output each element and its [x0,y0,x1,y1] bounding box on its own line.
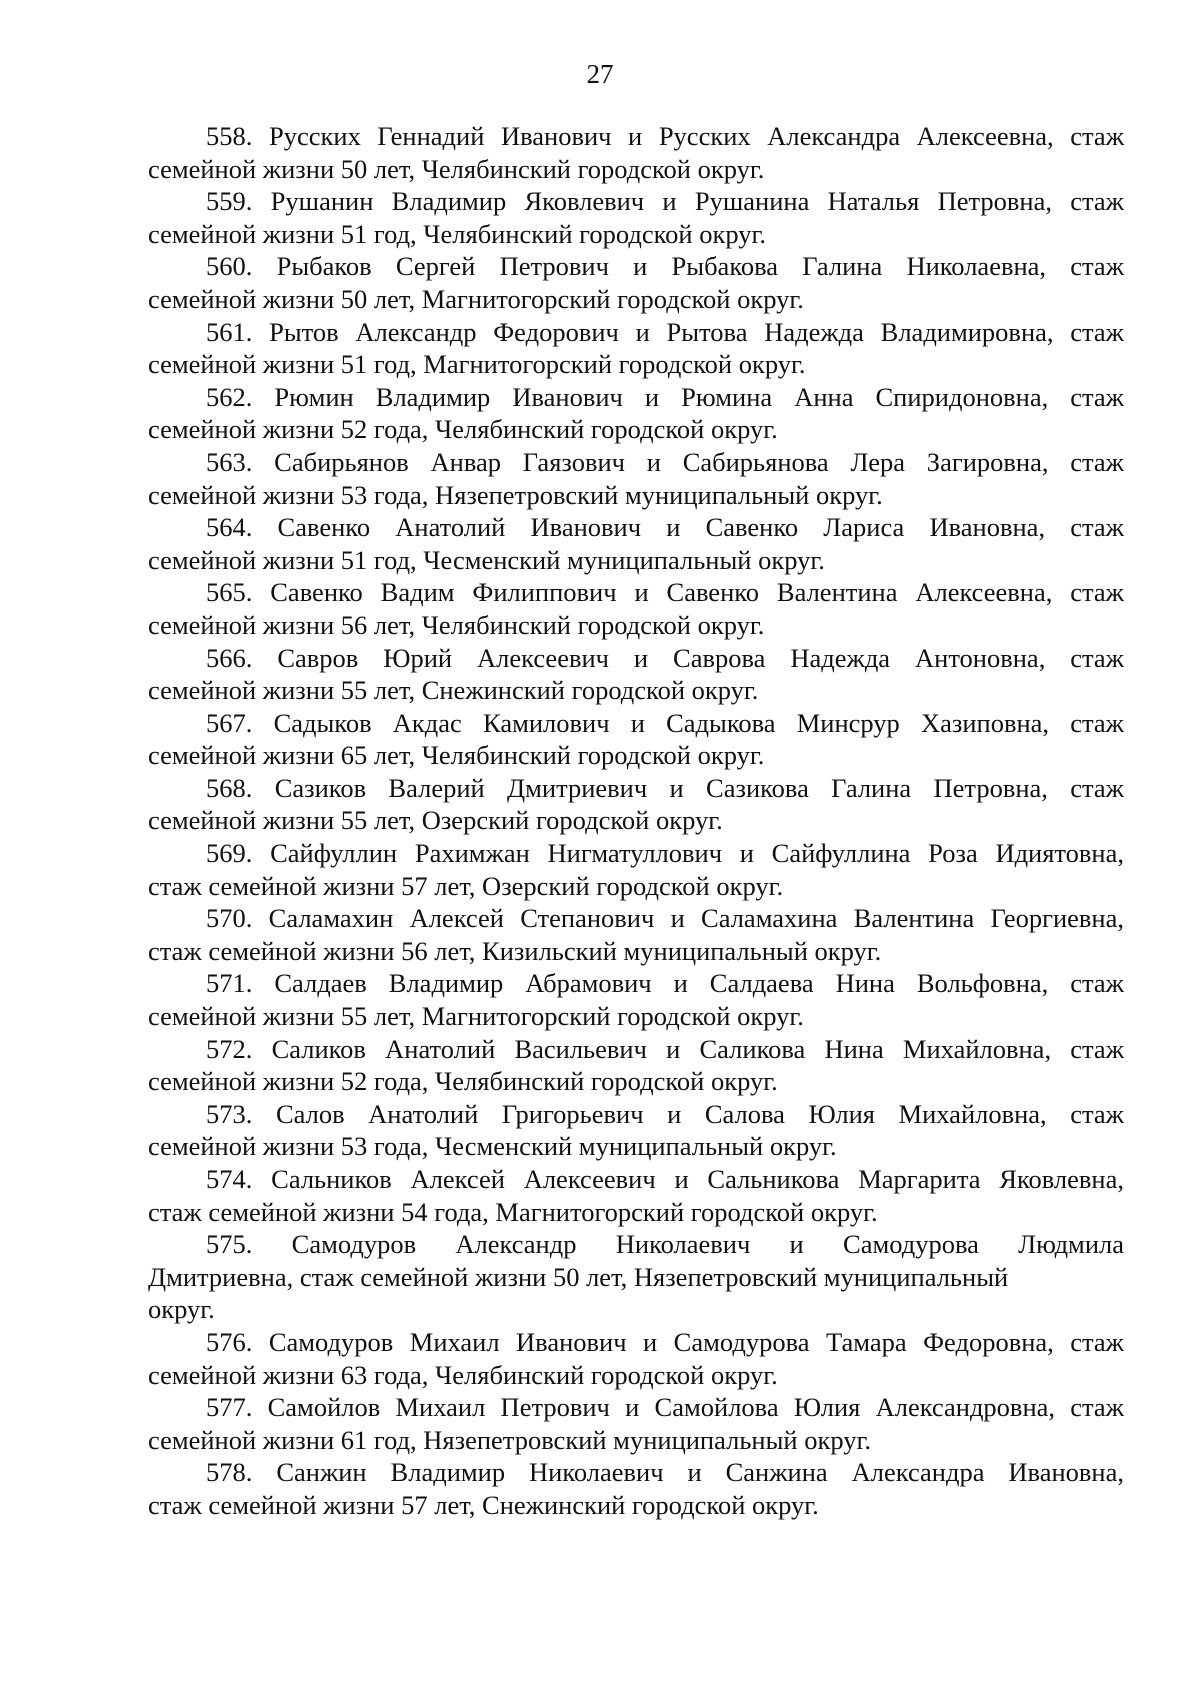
entry-line-2: стаж семейной жизни 57 лет, Озерский городской округ. [148,870,784,901]
list-item [148,642,1124,707]
list-item [148,967,1124,1032]
list-item [148,772,1124,837]
list-item [148,1456,1124,1521]
list-item [148,250,1124,315]
entry-line-1: 574. Сальников Алексей Алексеевич и Сальникова Маргарита Яковлевна, [206,1164,1124,1194]
entry-line-2: стаж семейной жизни 57 лет, Снежинский городской округ. [148,1489,819,1520]
entry-line-1: 569. Сайфуллин Рахимжан Нигматуллович и Сайфуллина Роза Идиятовна, [206,838,1124,869]
entry-line-1: 563. Сабирьянов Анвар Гаязович и Сабирьянова Лера Загировна, стаж [206,446,1124,477]
entry-line-1: 567. Садыков Акдас Камилович и Садыкова Минсрур Хазиповна, стаж [206,707,1124,738]
entry-line-2: семейной жизни 51 год, Челябинский городской округ. [148,218,766,249]
entry-line-2: стаж семейной жизни 54 года, Магнитогорский городской округ. [148,1196,878,1227]
entry-line-1: 570. Саламахин Алексей Степанович и Саламахина Валентина Георгиевна, [206,903,1124,934]
list-item [148,1391,1124,1456]
entry-line-2: семейной жизни 65 лет, Челябинский городской округ. [148,740,765,771]
list-item [148,707,1124,772]
list-item [148,576,1124,641]
entry-line-1: 577. Самойлов Михаил Петрович и Самойлова Юлия Александровна, стаж [206,1392,1124,1423]
entry-line-2: семейной жизни 63 года, Челябинский городской округ. [148,1359,778,1390]
entry-line-2: семейной жизни 50 лет, Магнитогорский городской округ. [148,283,804,314]
entry-line-1: 564. Савенко Анатолий Иванович и Савенко Лариса Ивановна, стаж [206,512,1124,543]
entry-line-2: семейной жизни 56 лет, Челябинский городской округ. [148,609,765,640]
entry-line-2: семейной жизни 51 год, Магнитогорский городской округ. [148,349,806,380]
entry-line-1: 575. Самодуров Александр Николаевич и Самодурова Людмила [206,1229,1124,1260]
list-item [148,1326,1124,1391]
entry-line-1: 558. Русских Геннадий Иванович и Русских Александра Алексеевна, стаж [206,121,1124,151]
entry-line-1: 568. Сазиков Валерий Дмитриевич и Сазикова Галина Петровна, стаж [206,772,1124,803]
entry-line-2: семейной жизни 50 лет, Челябинский городской округ. [148,153,765,184]
list-item [148,185,1124,250]
list-item [148,1228,1124,1326]
list-item [148,316,1124,381]
page-number: 27 [586,59,614,89]
list-item [148,1098,1124,1163]
entry-line-2: семейной жизни 55 лет, Магнитогорский городской округ. [148,1001,804,1032]
list-item [148,446,1124,511]
list-item [148,837,1124,902]
entry-line-1: 578. Санжин Владимир Николаевич и Санжина Александра Ивановна, [206,1457,1124,1488]
entry-line-1: 576. Самодуров Михаил Иванович и Самодурова Тамара Федоровна, стаж [206,1326,1124,1357]
entry-line-2: стаж семейной жизни 56 лет, Кизильский муниципальный округ. [148,935,882,966]
entry-line-1: 560. Рыбаков Сергей Петрович и Рыбакова Галина Николаевна, стаж [206,251,1124,282]
entry-line-1: 559. Рушанин Владимир Яковлевич и Рушанина Наталья Петровна, стаж [206,186,1124,217]
entry-list [148,120,1124,1522]
entry-line-1: 561. Рытов Александр Федорович и Рытова Надежда Владимировна, стаж [206,316,1124,347]
entry-line-1: 566. Савров Юрий Алексеевич и Саврова Надежда Антоновна, стаж [206,642,1124,673]
list-item [148,1033,1124,1098]
entry-line-3: округ. [148,1294,215,1325]
entry-line-1: 572. Саликов Анатолий Васильевич и Саликова Нина Михайловна, стаж [206,1033,1124,1064]
entry-line-1: 562. Рюмин Владимир Иванович и Рюмина Анна Спиридоновна, стаж [206,381,1124,412]
entry-line-2: семейной жизни 53 года, Нязепетровский муниципальный округ. [148,479,883,510]
entry-line-2: семейной жизни 55 лет, Озерский городской округ. [148,805,723,836]
entry-line-2: семейной жизни 51 год, Чесменский муниципальный округ. [148,544,825,575]
list-item [148,1163,1124,1228]
entry-line-2: Дмитриевна, стаж семейной жизни 50 лет, Нязепетровский муниципальный [148,1261,1009,1292]
list-item [148,511,1124,576]
entry-line-1: 565. Савенко Вадим Филиппович и Савенко Валентина Алексеевна, стаж [206,577,1124,608]
entry-line-1: 571. Салдаев Владимир Абрамович и Салдаева Нина Вольфовна, стаж [206,968,1124,999]
entry-line-2: семейной жизни 55 лет, Снежинский городской округ. [148,675,759,706]
entry-line-2: семейной жизни 52 года, Челябинский городской округ. [148,414,778,445]
entry-line-1: 573. Салов Анатолий Григорьевич и Салова Юлия Михайловна, стаж [206,1098,1124,1129]
entry-line-2: семейной жизни 61 год, Нязепетровский муниципальный округ. [148,1424,871,1455]
entry-line-2: семейной жизни 52 года, Челябинский городской округ. [148,1066,778,1097]
list-item [148,381,1124,446]
list-item [148,902,1124,967]
list-item [148,120,1124,185]
entry-line-2: семейной жизни 53 года, Чесменский муниципальный округ. [148,1131,837,1162]
